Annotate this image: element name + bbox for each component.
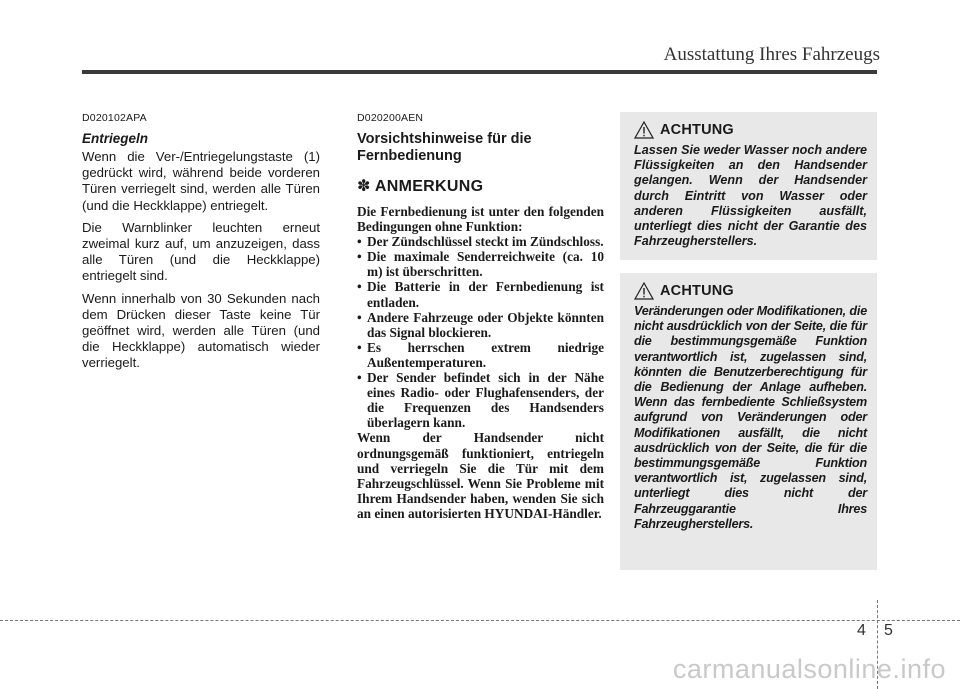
warning-box xyxy=(620,112,877,260)
list-item: • Andere Fahrzeuge oder Objekte könnten das Signal blockieren. xyxy=(357,310,604,340)
paragraph: Die Warnblinker leuchten erneut zweimal kurz auf, um anzuzeigen, dass alle Türen (und die Heckklappe) entriegelt sind. xyxy=(82,219,320,284)
warning-header xyxy=(634,121,867,139)
header-title: Ausstattung Ihres Fahrzeugs xyxy=(663,44,880,65)
section-title: Vorsichtshinweise für die Fernbedienung xyxy=(357,131,532,164)
left-column xyxy=(82,112,320,378)
paragraph: Wenn die Ver-/Entriegelungstaste (1) gedrückt wird, während beide vorderen Türen verriegelt sind, werden alle Türen (und die Heckklappe) entriegelt. xyxy=(82,149,320,213)
warning-header xyxy=(634,282,867,300)
list-item: • Der Zündschlüssel steckt im Zündschloss. xyxy=(357,234,604,249)
warning-title: ACHTUNG xyxy=(660,283,734,299)
note-outro: Wenn der Handsender nicht ordnungsgemäß funktioniert, entriegeln und verriegeln Sie die Tür mit dem Fahrzeugschlüssel. Wenn Sie Probleme mit Ihrem Handsender haben, wenden Sie sich an einen autorisierten HYUNDAI-Händler. xyxy=(357,430,604,521)
chapter-number: 4 xyxy=(857,622,866,639)
warning-triangle-icon xyxy=(634,121,654,139)
note-intro: Die Fernbedienung ist unter den folgenden Bedingungen ohne Funktion: xyxy=(357,204,604,235)
section-code: D020200AEN xyxy=(357,112,424,124)
section-code: D020102APA xyxy=(82,112,147,124)
paragraph: Wenn innerhalb von 30 Sekunden nach dem Drücken dieser Taste keine Tür geöffnet wird, werden alle Türen (und die Heckklappe) automatisch wieder verriegelt. xyxy=(82,290,320,371)
watermark: carmanualsonline.info xyxy=(672,654,946,684)
footer-rule xyxy=(0,620,960,621)
note-body xyxy=(357,204,604,521)
condition-list xyxy=(357,234,604,430)
middle-column xyxy=(357,112,604,521)
warning-title: ACHTUNG xyxy=(660,122,734,138)
warning-text: Veränderungen oder Modifikationen, die nicht ausdrücklich von der Seite, die für die bestimmungsgemäße Funktion verantwortlich ist, zugelassen sind, könnten die Benutzerberechtigung für die Bedienung der Anlage aufheben. Wenn das fernbediente Schließsystem aufgrund von Veränderungen oder Modifikationen ausfällt, die nicht ausdrücklich von der Seite, die für die bestimmungsgemäße Funktion verantwortlich ist, zugelassen sind, unterliegt dies nicht der Fahrzeuggarantie Ihres Fahrzeugherstellers. xyxy=(634,304,867,531)
note-heading: ✽ ANMERKUNG xyxy=(357,178,484,195)
list-item: • Der Sender befindet sich in der Nähe eines Radio- oder Flughafensenders, der die Frequenzen des Handsenders überlagern kann. xyxy=(357,370,604,430)
header-rule xyxy=(82,70,877,74)
list-item: • Die Batterie in der Fernbedienung ist entladen. xyxy=(357,279,604,309)
warning-triangle-icon xyxy=(634,282,654,300)
warning-text: Lassen Sie weder Wasser noch andere Flüssigkeiten an den Handsender gelangen. Wenn der Handsender durch Eintritt von Wasser oder anderen Flüssigkeiten ausfällt, unterliegt dies nicht der Garantie des Fahrzeugherstellers. xyxy=(634,143,867,249)
page-number: 5 xyxy=(884,622,893,639)
section-subtitle: Entriegeln xyxy=(82,131,149,146)
warning-box xyxy=(620,273,877,570)
list-item: • Es herrschen extrem niedrige Außentemperaturen. xyxy=(357,340,604,370)
list-item: • Die maximale Senderreichweite (ca. 10 m) ist überschritten. xyxy=(357,249,604,279)
